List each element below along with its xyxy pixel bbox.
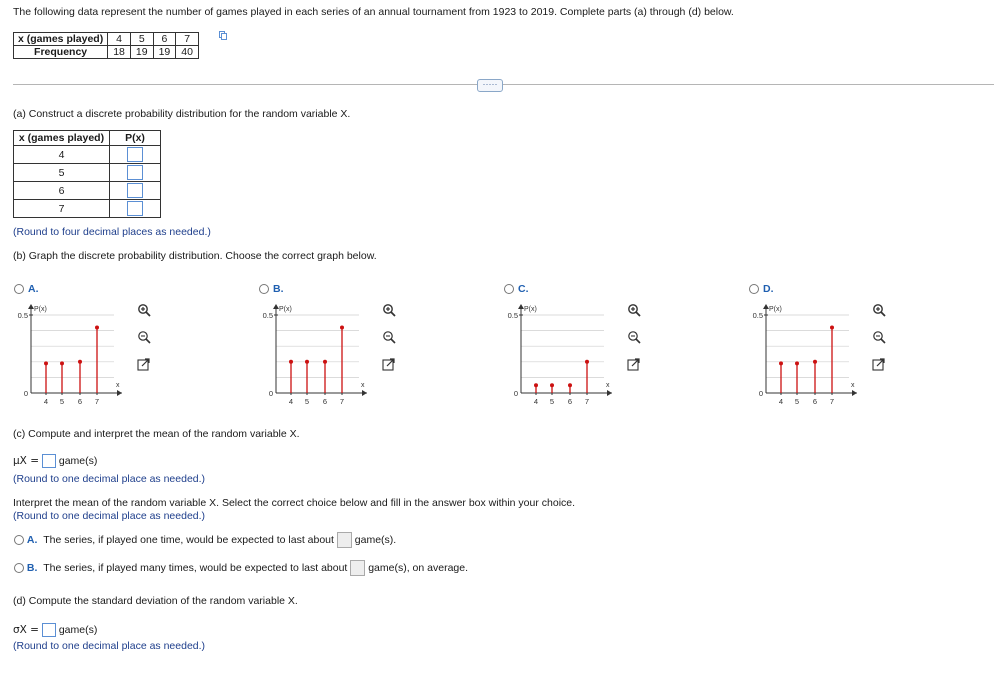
x-tick-label: 5 [794, 397, 800, 406]
sd-answer-row [13, 623, 97, 637]
x-tick-label: 7 [584, 397, 590, 406]
freq-row-frequency-label: Frequency [14, 46, 108, 59]
probability-point [585, 360, 589, 364]
x-tick-label: 4 [778, 397, 784, 406]
probability-point [779, 361, 783, 365]
y-tick-label-zero: 0 [23, 389, 28, 398]
x-axis-label: x [361, 382, 365, 389]
freq-x-6: 6 [153, 33, 176, 46]
probability-point [830, 325, 834, 329]
y-tick-label-zero: 0 [758, 389, 763, 398]
copy-data-icon[interactable] [219, 31, 227, 40]
x-tick-label: 7 [829, 397, 835, 406]
expand-icon[interactable] [138, 359, 149, 370]
graph-option-c-label: C. [518, 283, 529, 295]
graph-option-a-radio[interactable] [14, 284, 24, 294]
y-tick-label-zero: 0 [268, 389, 273, 398]
p-of-5-input[interactable] [127, 165, 143, 180]
freq-x-5: 5 [130, 33, 153, 46]
x-tick-label: 4 [533, 397, 539, 406]
pdist-x-6: 6 [14, 182, 110, 200]
expand-icon[interactable] [383, 359, 394, 370]
p-of-4-input[interactable] [127, 147, 143, 162]
zoom-in-icon[interactable] [384, 305, 395, 316]
interpret-choice-a[interactable] [14, 532, 396, 548]
freq-value-4: 18 [108, 46, 131, 59]
probability-point [60, 361, 64, 365]
part-b-question: (b) Graph the discrete probability distribution. Choose the correct graph below. [13, 250, 377, 262]
zoom-out-icon[interactable] [139, 332, 150, 343]
choice-b-input[interactable] [350, 560, 365, 576]
mean-input[interactable] [42, 454, 56, 468]
x-tick-label: 6 [812, 397, 818, 406]
zoom-in-icon[interactable] [629, 305, 640, 316]
x-axis-arrow [852, 390, 857, 396]
probability-point [323, 360, 327, 364]
y-axis-label: P(x) [34, 306, 47, 313]
x-axis-arrow [117, 390, 122, 396]
y-tick-label-top: 0.5 [17, 311, 28, 320]
x-tick-label: 6 [322, 397, 328, 406]
x-tick-label: 5 [549, 397, 555, 406]
x-axis-arrow [607, 390, 612, 396]
x-axis-label: x [851, 382, 855, 389]
probability-point [813, 360, 817, 364]
y-axis-label: P(x) [279, 306, 292, 313]
x-tick-label: 7 [339, 397, 345, 406]
graph-option-c-radio[interactable] [504, 284, 514, 294]
probability-point [340, 325, 344, 329]
p-of-6-input[interactable] [127, 183, 143, 198]
zoom-out-icon[interactable] [384, 332, 395, 343]
part-d-question: (d) Compute the standard deviation of the random variable X. [13, 595, 298, 607]
choice-b-unit: game(s), on average. [368, 561, 469, 574]
graph-option-b-tools [382, 303, 398, 373]
x-tick-label: 5 [304, 397, 310, 406]
part-a-round-note: (Round to four decimal places as needed.) [13, 226, 211, 238]
graph-option-b-label: B. [273, 283, 284, 295]
graph-option-c[interactable] [504, 283, 529, 295]
mean-round-note: (Round to one decimal place as needed.) [13, 473, 206, 485]
pdist-x-4: 4 [14, 146, 110, 164]
intro-text: The following data represent the number of games played in each series of an annual tournament from 1923 to 2019. Complete parts (a) through (d) below. [13, 6, 734, 18]
probability-point [534, 383, 538, 387]
pdist-x-5: 5 [14, 164, 110, 182]
graph-option-b-radio[interactable] [259, 284, 269, 294]
sigma-symbol: σX = [13, 623, 39, 636]
section-divider [13, 84, 994, 85]
x-tick-label: 5 [59, 397, 65, 406]
choice-a-input[interactable] [337, 532, 352, 548]
mu-symbol: μX = [13, 454, 40, 467]
graph-option-c-tools [627, 303, 643, 373]
zoom-in-icon[interactable] [139, 305, 150, 316]
expand-icon[interactable] [628, 359, 639, 370]
graph-option-d-radio[interactable] [749, 284, 759, 294]
probability-point [568, 383, 572, 387]
part-c-question: (c) Compute and interpret the mean of the random variable X. [13, 428, 300, 440]
graph-option-d[interactable] [749, 283, 774, 295]
pdist-x-header: x (games played) [14, 131, 110, 146]
freq-x-4: 4 [108, 33, 131, 46]
x-axis-arrow [362, 390, 367, 396]
choice-b-text: The series, if played many times, would be expected to last about [43, 561, 348, 574]
x-tick-label: 4 [288, 397, 294, 406]
graph-option-d-chart [739, 298, 864, 413]
zoom-in-icon[interactable] [874, 305, 885, 316]
y-tick-label-zero: 0 [513, 389, 518, 398]
part-a-question: (a) Construct a discrete probability distribution for the random variable X. [13, 108, 351, 120]
graph-option-d-label: D. [763, 283, 774, 295]
probability-distribution-table [13, 130, 161, 218]
graph-option-a-chart [4, 298, 129, 413]
probability-point [305, 360, 309, 364]
expand-more-button[interactable]: ····· [477, 79, 503, 92]
graph-option-b-chart [249, 298, 374, 413]
probability-point [550, 383, 554, 387]
freq-x-7: 7 [176, 33, 199, 46]
mean-unit: game(s) [58, 454, 98, 467]
graph-option-a-label: A. [28, 283, 39, 295]
choice-b-radio[interactable] [14, 563, 24, 573]
expand-icon[interactable] [873, 359, 884, 370]
y-tick-label-top: 0.5 [507, 311, 518, 320]
graph-option-d-tools [872, 303, 888, 373]
sd-round-note: (Round to one decimal place as needed.) [13, 640, 206, 652]
frequency-table [13, 32, 199, 59]
freq-value-6: 19 [153, 46, 176, 59]
zoom-out-icon[interactable] [874, 332, 885, 343]
graph-option-a[interactable] [14, 283, 39, 295]
y-tick-label-top: 0.5 [262, 311, 273, 320]
interpret-round-note: (Round to one decimal place as needed.) [13, 510, 206, 522]
graph-option-b[interactable] [259, 283, 284, 295]
choice-b-label: B. [26, 561, 38, 574]
pdist-p-header: P(x) [110, 131, 161, 146]
graph-option-c-chart [494, 298, 619, 413]
x-axis-label: x [606, 382, 610, 389]
y-axis-label: P(x) [524, 306, 537, 313]
x-tick-label: 7 [94, 397, 100, 406]
pdist-x-7: 7 [14, 200, 110, 218]
sd-unit: game(s) [58, 623, 98, 636]
interpret-prompt: Interpret the mean of the random variable X. Select the correct choice below and fill in the answer box within your choice. [13, 497, 576, 509]
sd-input[interactable] [42, 623, 56, 637]
interpret-choice-b[interactable] [14, 560, 468, 576]
freq-value-7: 40 [176, 46, 199, 59]
x-tick-label: 6 [567, 397, 573, 406]
freq-row-x-label: x (games played) [14, 33, 108, 46]
choice-a-label: A. [26, 533, 38, 546]
probability-point [289, 360, 293, 364]
probability-point [95, 325, 99, 329]
freq-value-5: 19 [130, 46, 153, 59]
x-tick-label: 4 [43, 397, 49, 406]
x-tick-label: 6 [77, 397, 83, 406]
y-tick-label-top: 0.5 [752, 311, 763, 320]
probability-point [78, 360, 82, 364]
x-axis-label: x [116, 382, 120, 389]
choice-a-text: The series, if played one time, would be expected to last about [43, 533, 334, 546]
graph-option-a-tools [137, 303, 153, 373]
mean-answer-row [13, 454, 97, 468]
p-of-7-input[interactable] [127, 201, 143, 216]
choice-a-unit: game(s). [354, 533, 397, 546]
zoom-out-icon[interactable] [629, 332, 640, 343]
probability-point [795, 361, 799, 365]
probability-point [44, 361, 48, 365]
choice-a-radio[interactable] [14, 535, 24, 545]
y-axis-label: P(x) [769, 306, 782, 313]
